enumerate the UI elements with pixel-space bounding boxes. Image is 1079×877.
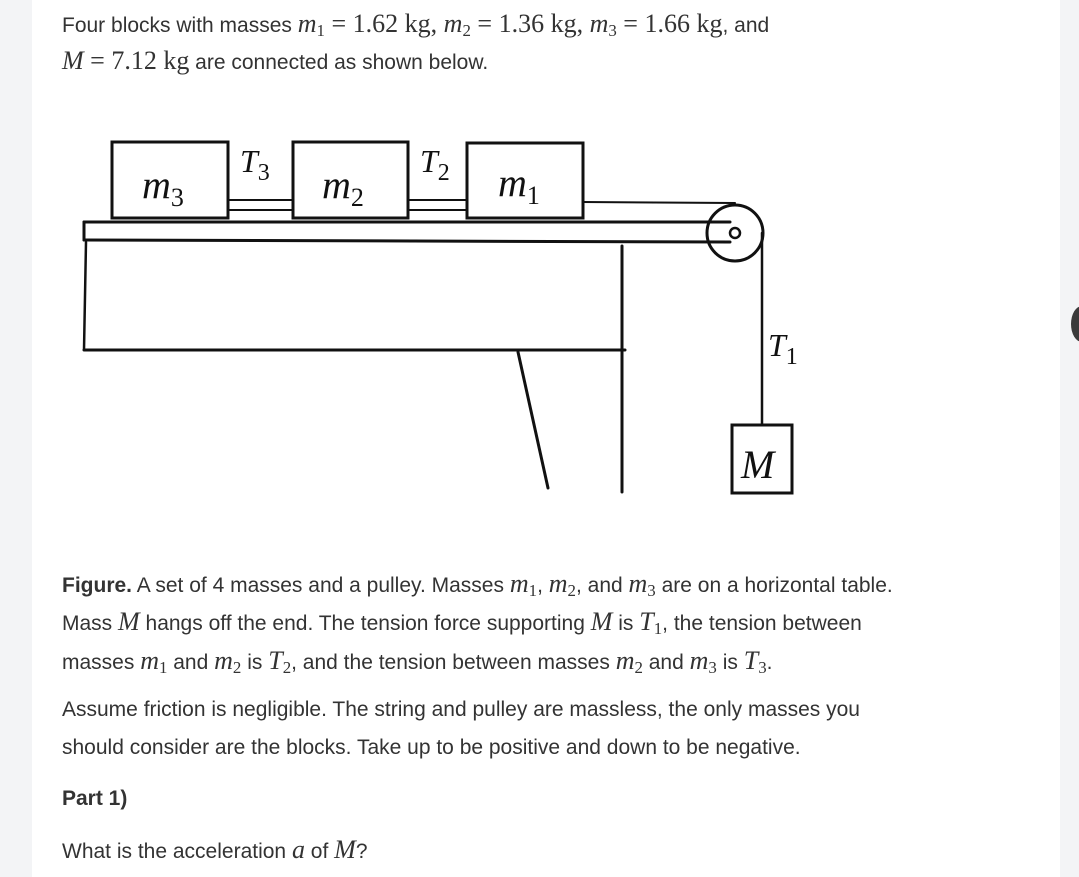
caption-m2: $m_2$: [548, 569, 576, 601]
caption-m1: $m_1$: [509, 569, 538, 601]
M-symbol: M: [62, 46, 84, 75]
m1-value: 1.62 kg: [352, 9, 431, 38]
acceleration-symbol: a: [291, 835, 305, 864]
label-m1: $m_1$: [498, 160, 540, 210]
label-T3: $T_3$: [240, 143, 270, 186]
caption-T2: $T_2$: [268, 646, 292, 678]
m1-symbol: $m_1$: [297, 9, 325, 41]
label-T2: $T_2$: [420, 143, 450, 186]
caption-line-3: masses $m_1$ and $m_2$ is $T_2$, and the tension between masses $m_2$ and $m_3$ is $T_3$.: [62, 646, 773, 678]
intro-line-2: M = 7.12 kg are connected as shown below.: [62, 46, 489, 75]
part-heading: Part 1): [62, 787, 128, 810]
m2-symbol: $m_2$: [443, 9, 471, 41]
M-value: 7.12 kg: [111, 46, 190, 75]
caption-m3: $m_3$: [628, 569, 656, 601]
assumptions-line-1: Assume friction is negligible. The string and pulley are massless, the only masses you: [62, 698, 860, 721]
label-T1: $T_1$: [768, 327, 798, 370]
caption-T3: $T_3$: [743, 646, 767, 678]
m3-value: 1.66 kg: [644, 9, 723, 38]
caption-line-2: Mass M hangs off the end. The tension force supporting M is $T_1$, the tension between: [62, 607, 862, 639]
label-m2: $m_2$: [322, 162, 364, 212]
question-text: What is the acceleration a of M?: [62, 835, 368, 864]
assumptions-line-2: should consider are the blocks. Take up to be positive and down to be negative.: [62, 736, 801, 759]
label-m3: $m_3$: [142, 162, 184, 212]
caption-T1: $T_1$: [639, 607, 663, 639]
m3-symbol: $m_3$: [589, 9, 617, 41]
intro-line-1: Four blocks with masses $m_1 = 1.62$ kg, $m_2 = 1.36$ kg, $m_3 = 1.66$ kg, and: [62, 9, 770, 41]
label-M: M: [741, 442, 775, 487]
caption-line-1: Figure. A set of 4 masses and a pulley. Masses $m_1$, $m_2$, and $m_3$ are on a horizontal table.: [62, 569, 893, 601]
m2-value: 1.36 kg: [498, 9, 577, 38]
